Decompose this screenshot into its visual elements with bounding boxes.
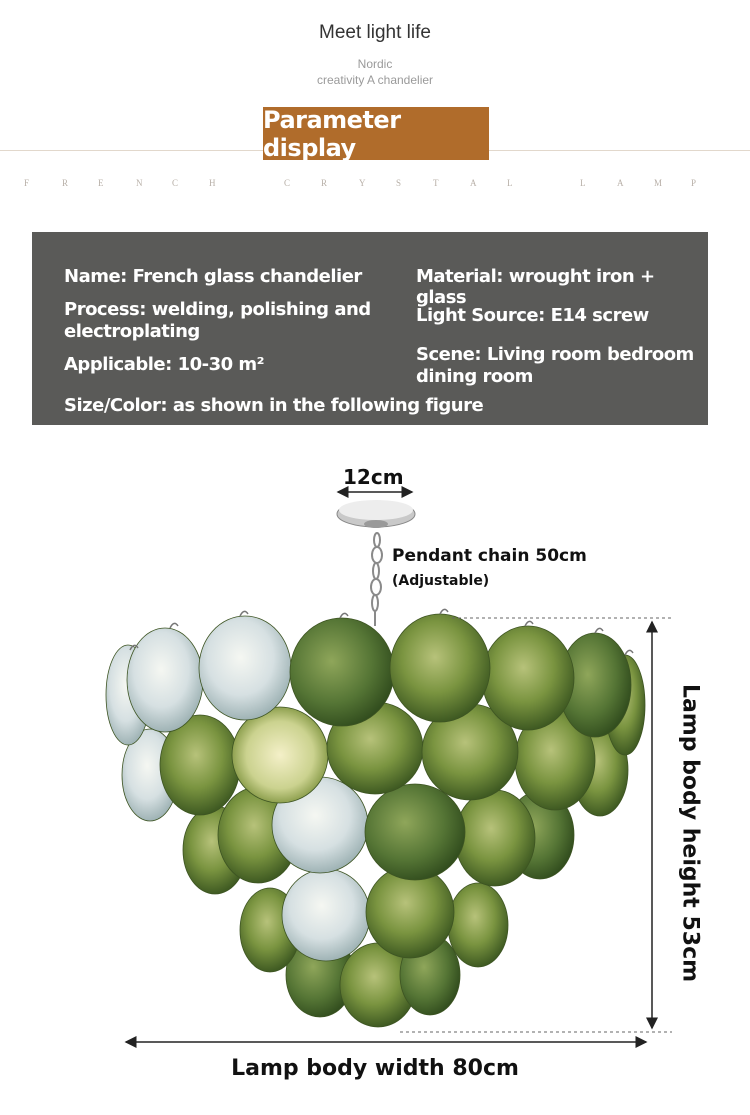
- spaced-letter: E: [98, 178, 104, 188]
- ceiling-canopy: [337, 500, 415, 528]
- spaced-letter: A: [617, 178, 624, 188]
- param-process-line1: Process: welding, polishing and: [64, 299, 371, 320]
- param-light-source: Light Source: E14 screw: [416, 305, 649, 326]
- param-applicable: Applicable: 10-30 m²: [64, 354, 265, 375]
- spaced-letters: [0, 178, 750, 194]
- section-badge: Parameter display: [263, 107, 489, 160]
- height-label: Lamp body height 53cm: [677, 683, 703, 983]
- glass-discs: [106, 614, 645, 1027]
- spaced-letter: C: [172, 178, 179, 188]
- canopy-width-label: 12cm: [343, 465, 404, 489]
- width-label: Lamp body width 80cm: [231, 1056, 519, 1081]
- spaced-letter: Y: [359, 178, 366, 188]
- spaced-letter: M: [654, 178, 663, 188]
- pendant-chain: [371, 533, 382, 626]
- spaced-letter: H: [209, 178, 216, 188]
- subtitle-line-1: Nordic: [357, 57, 393, 71]
- page-title: Meet light life: [319, 22, 431, 43]
- spaced-letter: L: [507, 178, 513, 188]
- spaced-letter: R: [62, 178, 69, 188]
- spaced-letter: L: [580, 178, 586, 188]
- param-name: Name: French glass chandelier: [64, 266, 362, 287]
- parameter-panel: [32, 232, 708, 425]
- param-process-line2: electroplating: [64, 321, 200, 342]
- param-scene-line1: Scene: Living room bedroom: [416, 344, 694, 365]
- param-material: Material: wrought iron + glass: [416, 266, 655, 308]
- param-size-color: Size/Color: as shown in the following figure: [64, 395, 484, 416]
- spaced-letter: T: [433, 178, 439, 188]
- spaced-letter: R: [321, 178, 328, 188]
- spaced-letter: C: [284, 178, 291, 188]
- spaced-letter: F: [24, 178, 30, 188]
- spaced-letter: P: [691, 178, 697, 188]
- chandelier-illustration: [0, 440, 750, 1115]
- spaced-letter: N: [136, 178, 143, 188]
- subtitle-line-2: creativity A chandelier: [316, 73, 434, 87]
- chain-length-label: Pendant chain 50cm: [392, 546, 587, 566]
- chain-adjustable-label: (Adjustable): [392, 573, 490, 589]
- param-scene-line2: dining room: [416, 366, 533, 387]
- spaced-letter: S: [396, 178, 402, 188]
- spaced-letter: A: [470, 178, 477, 188]
